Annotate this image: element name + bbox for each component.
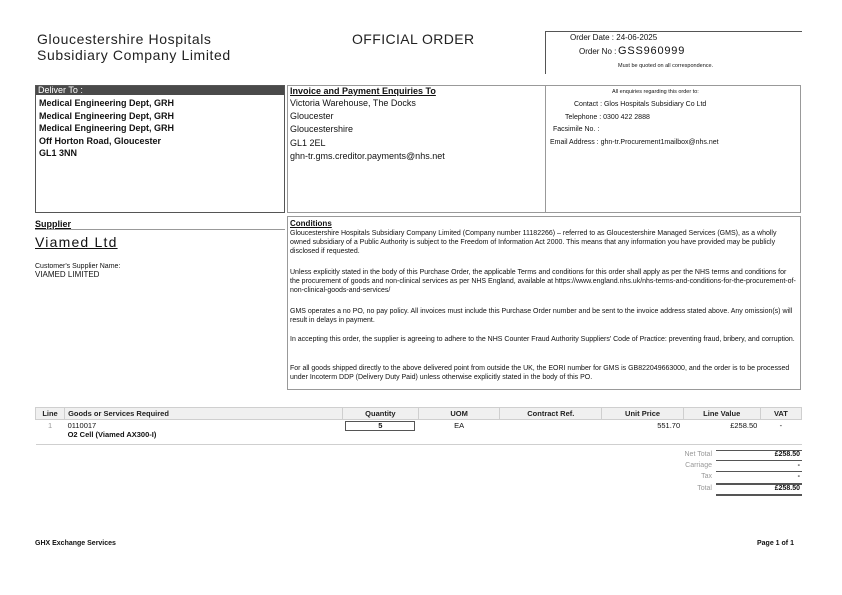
net-total-value: £258.50: [774, 451, 800, 458]
supplier-divider: [35, 229, 285, 230]
col-line-value: Line Value: [683, 408, 760, 420]
cell-unit-price: 551.70: [602, 420, 683, 445]
deliver-to-address: [39, 97, 174, 160]
quote-note: Must be quoted on all correspondence.: [618, 63, 714, 69]
tax-label: Tax: [701, 473, 712, 480]
col-unit-price: Unit Price: [602, 408, 683, 420]
contact-facsimile: Facsimile No. :: [553, 126, 600, 133]
company-name: [37, 31, 231, 63]
invoice-line: Victoria Warehouse, The Docks: [290, 98, 416, 108]
item-code: 0110017: [67, 421, 97, 430]
deliver-line: Medical Engineering Dept, GRH: [39, 123, 175, 133]
customer-supplier-name: VIAMED LIMITED: [35, 270, 100, 279]
invoice-address: [290, 97, 445, 163]
deliver-line: Medical Engineering Dept, GRH: [39, 98, 175, 108]
order-date: Order Date : 24-06-2025: [570, 33, 658, 42]
total-label: Total: [697, 485, 712, 492]
cell-line: 1: [36, 420, 65, 445]
cell-uom: EA: [418, 420, 499, 445]
col-goods: Goods or Services Required: [65, 408, 343, 420]
condition-paragraph: Gloucestershire Hospitals Subsidiary Company Limited (Company number 11182266) – referred to as Gloucestershire Managed Services (GMS), as a wholly owned subsidiary of a Public Authority is subject to the Freedom of Information Act 2000. This means that any information you have provided may be publicly disclosed if requested.: [290, 230, 777, 255]
cell-contract: [500, 420, 602, 445]
cell-vat: -: [760, 420, 801, 445]
customer-supplier-label: Customer's Supplier Name:: [35, 263, 121, 270]
condition-paragraph: In accepting this order, the supplier is agreeing to adhere to the NHS Counter Fraud Authority Suppliers' Code of Practice: preventing fraud, bribery, and corruption.: [290, 336, 795, 343]
company-name-line1: Gloucestershire Hospitals: [37, 31, 212, 47]
deliver-to-heading: Deliver To :: [36, 86, 284, 95]
invoice-divider: [545, 85, 546, 213]
order-items-table: [35, 407, 802, 445]
table-row: [36, 420, 802, 445]
contact-telephone: Telephone : 0300 422 2888: [565, 114, 650, 121]
conditions-heading: Conditions: [290, 219, 332, 228]
col-line: Line: [36, 408, 65, 420]
deliver-line: GL1 3NN: [39, 148, 78, 158]
enquiries-note: All enquiries regarding this order to:: [612, 89, 699, 95]
invoice-heading: Invoice and Payment Enquiries To: [290, 86, 436, 96]
condition-paragraph: GMS operates a no PO, no pay policy. All invoices must include this Purchase Order number and be sent to the invoice address stated above. Any omission(s) will result in delays in payment.: [290, 308, 793, 324]
order-number-label: Order No :: [579, 47, 617, 56]
document-title: OFFICIAL ORDER: [352, 31, 475, 47]
footer-provider: GHX Exchange Services: [35, 540, 116, 547]
totals-rule: [716, 494, 802, 496]
col-vat: VAT: [760, 408, 801, 420]
cell-goods: [65, 420, 343, 445]
invoice-line: Gloucestershire: [290, 124, 354, 135]
invoice-email[interactable]: ghn-tr.gms.creditor.payments@nhs.net: [290, 150, 445, 161]
net-total-label: Net Total: [684, 451, 712, 458]
table-header-row: [36, 408, 802, 420]
col-uom: UOM: [418, 408, 499, 420]
col-quantity: Quantity: [342, 408, 418, 420]
cell-quantity: [342, 420, 418, 445]
condition-paragraph: For all goods shipped directly to the above delivered point from outside the UK, the EORI number for GMS is GB822049663000, and the order is to be processed under Incoterm DDP (Delivery Duty Paid) unless otherwise explicitly stated in the body of this PO.: [290, 365, 790, 381]
quantity-value: 5: [345, 421, 415, 431]
cell-line-value: £258.50: [683, 420, 760, 445]
totals-rule: [716, 471, 802, 472]
page-number: Page 1 of 1: [757, 540, 794, 547]
tax-value: -: [797, 473, 800, 480]
contact-email[interactable]: Email Address : ghn-tr.Procurement1mailbox@nhs.net: [550, 139, 719, 146]
item-description: O2 Cell (Viamed AX300-I): [67, 430, 157, 439]
supplier-heading: Supplier: [35, 219, 72, 229]
contact-name: Contact : Glos Hospitals Subsidiary Co Ltd: [574, 101, 707, 108]
invoice-line: Gloucester: [290, 111, 334, 122]
supplier-name: Viamed Ltd: [35, 234, 118, 250]
deliver-line: Medical Engineering Dept, GRH: [39, 110, 175, 121]
company-name-line2: Subsidiary Company Limited: [37, 47, 231, 63]
invoice-line: GL1 2EL: [290, 137, 326, 148]
order-number: GSS960999: [618, 45, 686, 57]
totals-rule: [716, 460, 802, 461]
carriage-label: Carriage: [685, 462, 712, 469]
deliver-line: Off Horton Road, Gloucester: [39, 135, 162, 146]
col-contract: Contract Ref.: [500, 408, 602, 420]
condition-paragraph: Unless explicitly stated in the body of this Purchase Order, the applicable Terms and conditions for this order shall apply as per the NHS terms and conditions for the procurement of goods and non-clinical services as per NHS England, available at https://www.england.nhs.uk/nhs-terms-and-conditions-for-the-procurement-of-non-clinical-goods-and-services/: [290, 269, 796, 294]
total-value: £258.50: [774, 485, 800, 492]
carriage-value: -: [797, 462, 800, 469]
